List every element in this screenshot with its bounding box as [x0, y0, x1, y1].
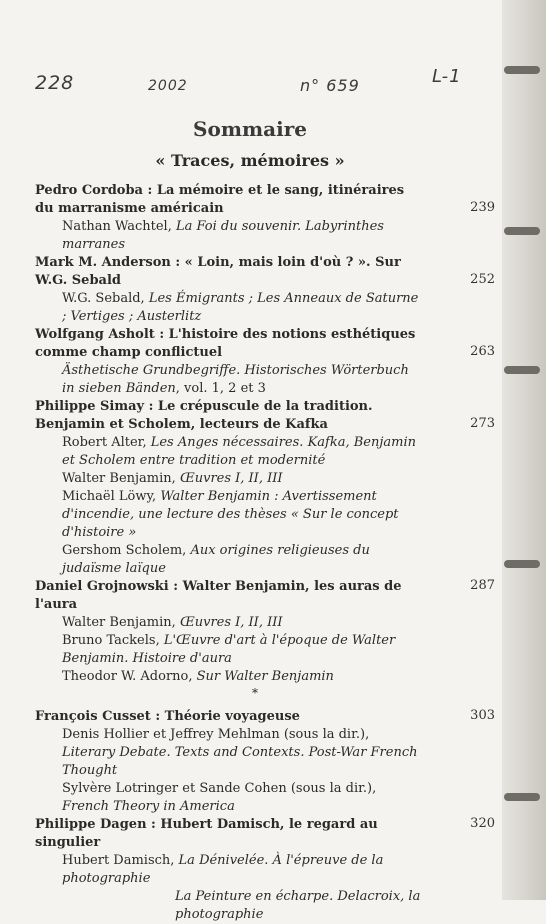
reviewed-work: [35, 218, 422, 254]
reviewed-work: [35, 362, 422, 398]
author-name: Gershom Scholem,: [62, 543, 191, 558]
page-number: 287: [470, 578, 495, 593]
page-number: 303: [470, 708, 495, 723]
work-title: La Foi du souvenir. Labyrinthes marranes: [62, 219, 384, 252]
reviewed-work: [35, 726, 422, 780]
work-title: Aux origines religieuses du judaïsme laïque: [62, 543, 370, 576]
reviewed-work: [35, 888, 422, 924]
work-title: Literary Debate. Texts and Contexts. Post-War French Thought: [62, 745, 418, 778]
toc-entry: [35, 182, 495, 254]
entry-heading: Philippe Dagen : Hubert Damisch, le regard au singulier: [35, 817, 378, 850]
author-name: Walter Benjamin,: [62, 471, 180, 486]
toc-entry: [35, 254, 495, 326]
author-name: Theodor W. Adorno,: [62, 669, 197, 684]
work-title: Œuvres I, II, III: [179, 471, 283, 486]
page-number: 263: [470, 344, 495, 359]
entry-heading: Wolfgang Asholt : L'histoire des notions esthétiques comme champ conflictuel: [35, 327, 416, 360]
binder-clip: [504, 66, 540, 74]
entry-heading: Daniel Grojnowski : Walter Benjamin, les auras de l'aura: [35, 579, 402, 612]
author-name: Denis Hollier et Jeffrey Mehlman (sous la dir.),: [62, 727, 370, 742]
author-name: Robert Alter,: [62, 435, 151, 450]
work-title: Sur Walter Benjamin: [196, 669, 334, 684]
author-name: Sylvère Lotringer et Sande Cohen (sous la dir.),: [62, 781, 377, 796]
handwritten-note: 2002: [148, 78, 188, 94]
entry-heading: Mark M. Anderson : « Loin, mais loin d'où ? ». Sur W.G. Sebald: [35, 255, 401, 288]
entry-heading: François Cusset : Théorie voyageuse: [35, 709, 300, 724]
author-name: Walter Benjamin,: [62, 615, 180, 630]
work-title: Ästhetische Grundbegriffe. Historisches Wörterbuch in sieben Bänden: [62, 363, 409, 396]
reviewed-work: [35, 488, 422, 542]
entry-heading: Philippe Simay : Le crépuscule de la tradition. Benjamin et Scholem, lecteurs de Kafka: [35, 399, 373, 432]
page-number: 239: [470, 200, 495, 215]
work-title: La Peinture en écharpe. Delacroix, la photographie: [175, 889, 421, 922]
page-title: Sommaire: [193, 117, 307, 141]
work-title: L'Œuvre d'art à l'époque de Walter Benjamin. Histoire d'aura: [62, 633, 396, 666]
author-name: Bruno Tackels,: [62, 633, 164, 648]
toc-entry: [35, 816, 495, 924]
work-title: La Dénivelée. À l'épreuve de la photographie: [62, 853, 384, 886]
binder-clip: [504, 227, 540, 235]
reviewed-work: [35, 614, 422, 632]
entry-heading: Pedro Cordoba : La mémoire et le sang, itinéraires du marranisme américain: [35, 183, 405, 216]
reviewed-work: [35, 632, 422, 668]
toc-entry: [35, 708, 495, 816]
binder-clip: [504, 793, 540, 801]
handwritten-note: 228: [35, 72, 75, 94]
reviewed-work: [35, 668, 422, 686]
work-title: Les Anges nécessaires. Kafka, Benjamin et Scholem entre tradition et modernité: [62, 435, 416, 468]
author-name: Nathan Wachtel,: [62, 219, 176, 234]
binder-clip: [504, 560, 540, 568]
reviewed-work: [35, 852, 422, 888]
toc-entry: [35, 578, 495, 686]
binder-clip: [504, 366, 540, 374]
work-title: Les Émigrants ; Les Anneaux de Saturne ; Vertiges ; Austerlitz: [62, 291, 419, 324]
work-title: French Theory in America: [62, 799, 235, 814]
page-number: 252: [470, 272, 495, 287]
toc-entry: [35, 398, 495, 578]
reviewed-work: [35, 290, 422, 326]
binder-edge: [502, 0, 546, 900]
toc-entry: [35, 326, 495, 398]
section-separator: *: [252, 686, 258, 700]
author-name: Hubert Damisch,: [62, 853, 179, 868]
work-detail: , vol. 1, 2 et 3: [175, 381, 266, 396]
handwritten-note: n° 659: [300, 76, 360, 95]
work-title: Œuvres I, II, III: [179, 615, 283, 630]
author-name: W.G. Sebald,: [62, 291, 149, 306]
reviewed-work: [35, 434, 422, 470]
reviewed-work: [35, 542, 422, 578]
page-number: 273: [470, 416, 495, 431]
reviewed-work: [35, 780, 422, 816]
work-title: Walter Benjamin : Avertissement d'incendie, une lecture des thèses « Sur le concept d'histoire »: [62, 489, 399, 540]
page-number: 320: [470, 816, 495, 831]
page-subtitle: « Traces, mémoires »: [155, 151, 345, 170]
handwritten-note: L-1: [432, 66, 462, 87]
reviewed-work: [35, 470, 422, 488]
contents-list: [35, 182, 495, 924]
author-name: Michaël Löwy,: [62, 489, 161, 504]
